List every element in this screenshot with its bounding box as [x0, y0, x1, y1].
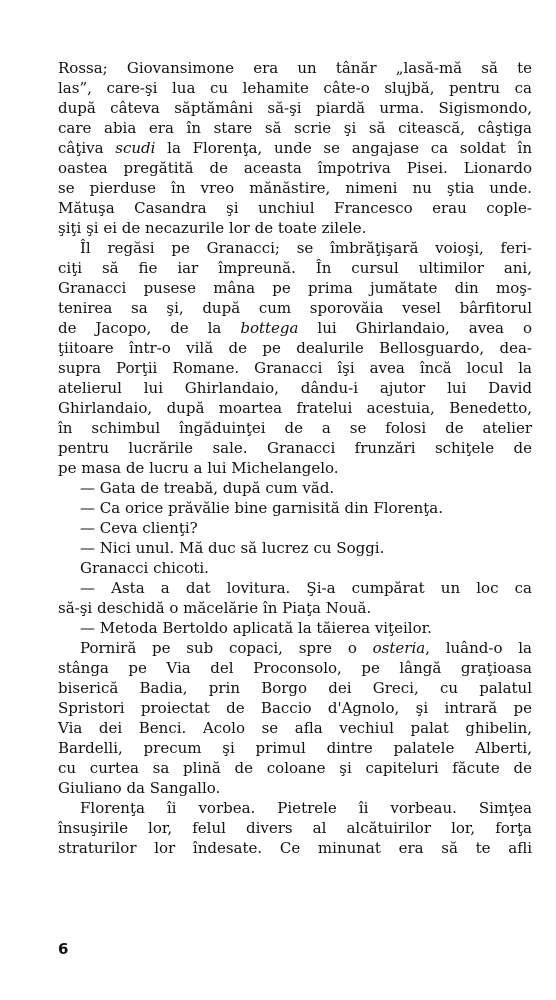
text-line: Bardelli, precum şi primul dintre palatele Alberti, [58, 739, 532, 757]
text-line: şiţi şi ei de necazurile lor de toate zilele. [58, 219, 367, 237]
text-line: câţiva scudi la Florenţa, unde se angajase ca soldat în [58, 139, 532, 157]
text-line: Granacci pusese mâna pe prima jumătate din moş- [58, 279, 532, 297]
text-line: de Jacopo, de la bottega lui Ghirlandaio, avea o [58, 319, 532, 337]
text-line: pentru lucrările sale. Granacci frunzări schiţele de [58, 439, 532, 457]
text-line: Spristori proiectat de Baccio d'Agnolo, şi intrară pe [58, 699, 532, 717]
text-line: Mătuşa Casandra şi unchiul Francesco erau cople- [58, 199, 532, 217]
dialogue-line: — Ceva clienţi? [80, 519, 198, 537]
dialogue-line: — Asta a dat lovitura. Şi-a cumpărat un loc ca [80, 579, 532, 597]
text-line: Granacci chicoti. [80, 559, 209, 577]
text-line: după câteva săptămâni să-şi piardă urma. Sigismondo, [58, 99, 532, 117]
text-line: las”, care-şi lua cu lehamite câte-o slujbă, pentru ca [58, 79, 532, 97]
text-line: Giuliano da Sangallo. [58, 779, 221, 797]
text-line: cu curtea sa plină de coloane şi capiteluri făcute de [58, 759, 532, 777]
text-line: Îl regăsi pe Granacci; se îmbrăţişară voioşi, feri- [80, 239, 532, 257]
text-line: oastea pregătită de aceasta împotriva Pisei. Lionardo [58, 159, 532, 177]
text-line: stânga pe Via del Proconsolo, pe lângă graţioasa [58, 659, 532, 677]
dialogue-line: — Gata de treabă, după cum văd. [80, 479, 335, 497]
dialogue-line: — Nici unul. Mă duc să lucrez cu Soggi. [80, 539, 385, 557]
dialogue-line: să-şi deschidă o măcelărie în Piaţa Nouă. [58, 599, 372, 617]
text-line: ciţi să fie iar împreună. În cursul ultimilor ani, [58, 259, 532, 277]
dialogue-line: — Metoda Bertoldo aplicată la tăierea viţeilor. [80, 619, 432, 637]
text-line: atelierul lui Ghirlandaio, dându-i ajutor lui David [58, 379, 532, 397]
text-line: în schimbul îngăduinţei de a se folosi de atelier [58, 419, 532, 437]
dialogue-line: — Ca orice prăvălie bine garnisită din Florenţa. [80, 499, 443, 517]
text-line: ţiitoare într-o vilă de pe dealurile Bellosguardo, dea- [58, 339, 532, 357]
text-line: Via dei Benci. Acolo se afla vechiul palat ghibelin, [58, 719, 532, 737]
text-line: însuşirile lor, felul divers al alcătuirilor lor, forţa [58, 819, 532, 837]
text-line: supra Porţii Romane. Granacci îşi avea încă locul la [58, 359, 532, 377]
text-line: pe masa de lucru a lui Michelangelo. [58, 459, 339, 477]
text-line: straturilor lor îndesate. Ce minunat era să te afli [58, 839, 532, 857]
text-line: tenirea sa şi, după cum sporovăia vesel bârfitorul [58, 299, 532, 317]
text-line: Ghirlandaio, după moartea fratelui acestuia, Benedetto, [58, 399, 532, 417]
text-line: se pierduse în vreo mănăstire, nimeni nu ştia unde. [58, 179, 532, 197]
text-line: biserică Badia, prin Borgo dei Greci, cu palatul [58, 679, 532, 697]
page-number: 6 [58, 940, 69, 958]
text-line: Porniră pe sub copaci, spre o osteria, luând-o la [80, 639, 532, 657]
text-line: care abia era în stare să scrie şi să citească, câştiga [58, 119, 532, 137]
text-line: Rossa; Giovansimone era un tânăr „lasă-mă să te [58, 59, 532, 77]
text-line: Florenţa îi vorbea. Pietrele îi vorbeau. Simţea [80, 799, 532, 817]
